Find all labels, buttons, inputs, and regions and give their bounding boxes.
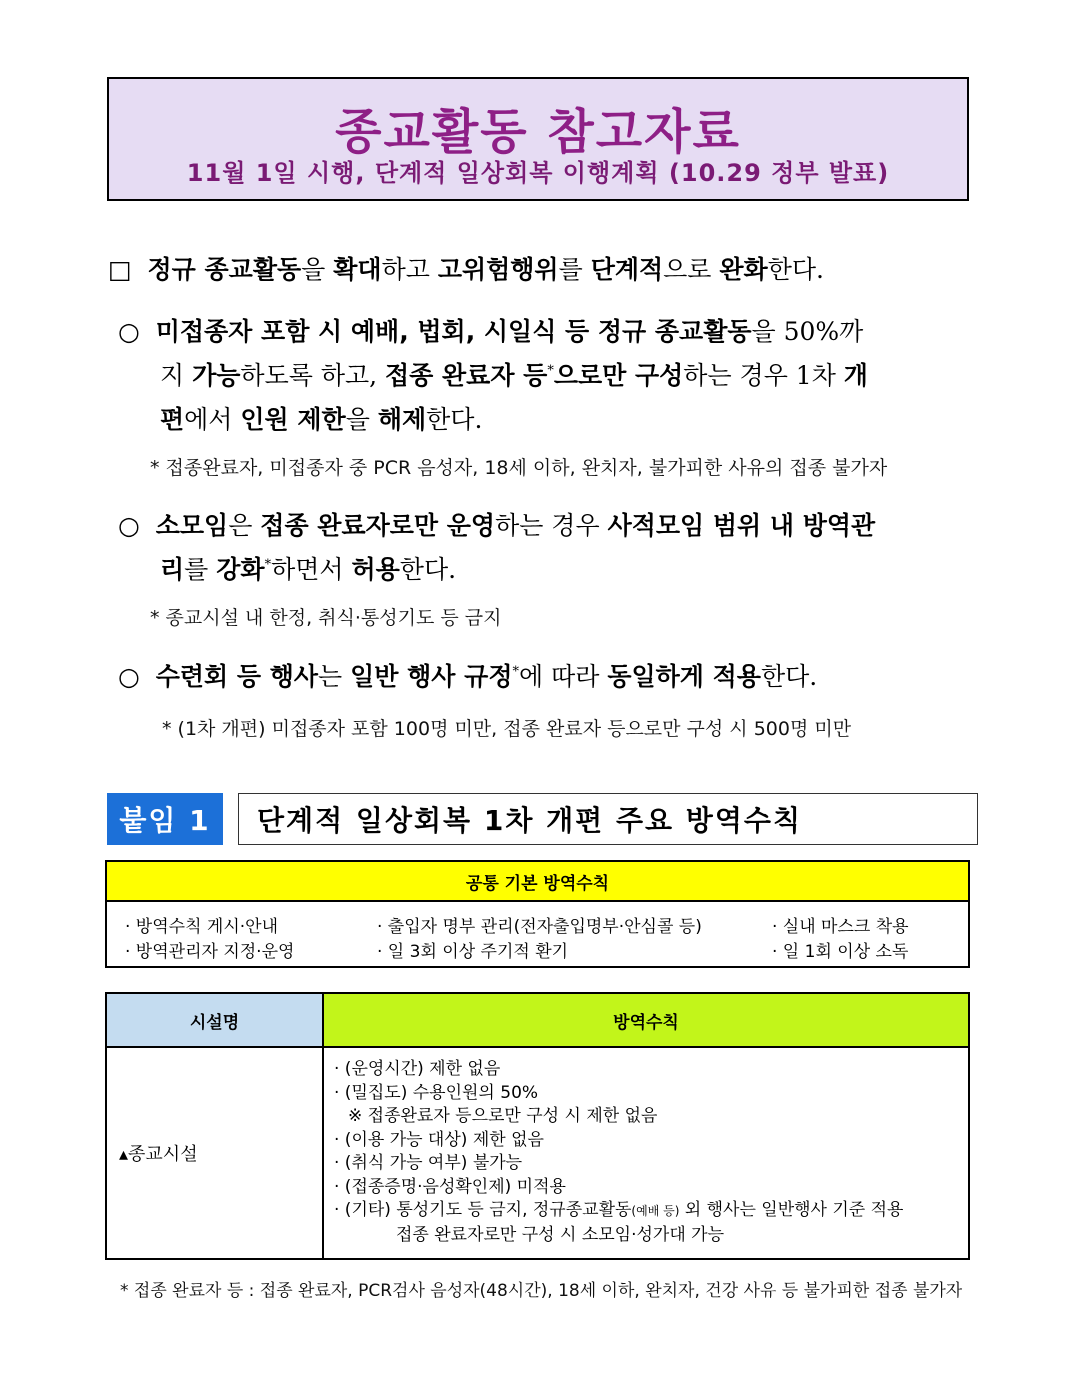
facility-rules-table bbox=[105, 992, 970, 1260]
common-rule-item: · 방역수칙 게시·안내 bbox=[125, 917, 278, 937]
page-subtitle: 11월 1일 시행, 단계적 일상회복 이행계획 (10.29 정부 발표) bbox=[186, 159, 890, 187]
circle-bullet-icon: ○ bbox=[118, 511, 140, 540]
item3-note: * (1차 개편) 미접종자 포함 100명 미만, 접종 완료자 등으로만 구성 시 500명 미만 bbox=[162, 718, 852, 740]
facility-name-header: 시설명 bbox=[107, 994, 324, 1048]
facility-rule: · (이용 가능 대상) 제한 없음 bbox=[334, 1129, 544, 1150]
title-box bbox=[107, 77, 969, 201]
facility-rule: 접종 완료자로만 구성 시 소모임·성가대 가능 bbox=[396, 1224, 725, 1245]
footnote: * 접종 완료자 등 : 접종 완료자, PCR검사 음성자(48시간), 18세 이하, 완치자, 건강 사유 등 불가피한 접종 불가자 bbox=[120, 1281, 963, 1301]
common-rule-item: · 실내 마스크 착용 bbox=[772, 917, 909, 937]
item1-line1: ○ 미접종자 포함 시 예배, 법회, 시일식 등 정규 종교활동을 50%까 bbox=[118, 317, 864, 346]
facility-rule: · (운영시간) 제한 없음 bbox=[334, 1059, 501, 1079]
facility-rule: · (접종증명·음성확인제) 미적용 bbox=[334, 1176, 566, 1197]
item1-line2: 지 가능하도록 하고, 접종 완료자 등*으로만 구성하는 경우 1차 개 bbox=[160, 361, 868, 390]
common-rule-item: · 일 1회 이상 소독 bbox=[772, 942, 909, 962]
item3-line1: ○ 수련회 등 행사는 일반 행사 규정*에 따라 동일하게 적용한다. bbox=[118, 662, 818, 691]
attachment-badge: 붙임 1 bbox=[107, 793, 223, 845]
common-rules-header: 공통 기본 방역수칙 bbox=[107, 862, 968, 902]
facility-rule: · (취식 가능 여부) 불가능 bbox=[334, 1153, 523, 1173]
item1-line3: 편에서 인원 제한을 해제한다. bbox=[160, 405, 483, 434]
facility-rules-header: 방역수칙 bbox=[324, 994, 968, 1048]
common-rule-item: · 방역관리자 지정·운영 bbox=[125, 942, 295, 962]
facility-rule: · (기타) 통성기도 등 금지, 정규종교활동(예배 등) 외 행사는 일반행사 기준 적용 bbox=[334, 1200, 904, 1220]
circle-bullet-icon: ○ bbox=[118, 317, 140, 346]
section-title: 단계적 일상회복 1차 개편 주요 방역수칙 bbox=[238, 793, 978, 845]
common-rule-item: · 출입자 명부 관리(전자출입명부·안심콜 등) bbox=[377, 917, 702, 937]
item2-note: * 종교시설 내 한정, 취식·통성기도 등 금지 bbox=[150, 607, 502, 629]
item1-note: * 접종완료자, 미접종자 중 PCR 음성자, 18세 이하, 완치자, 불가피한 사유의 접종 불가자 bbox=[150, 457, 888, 479]
facility-name: ▴종교시설 bbox=[107, 1048, 324, 1258]
item2-line1: ○ 소모임은 접종 완료자로만 운영하는 경우 사적모임 범위 내 방역관 bbox=[118, 511, 876, 540]
circle-bullet-icon: ○ bbox=[118, 662, 140, 691]
facility-rule: ※ 접종완료자 등으로만 구성 시 제한 없음 bbox=[348, 1106, 658, 1126]
common-rules-table bbox=[105, 860, 970, 968]
page-title: 종교활동 참고자료 bbox=[335, 104, 741, 160]
facility-rule: · (밀집도) 수용인원의 50% bbox=[334, 1082, 539, 1103]
intro-line: □ 정규 종교활동을 확대하고 고위험행위를 단계적으로 완화한다. bbox=[108, 255, 824, 284]
common-rules-body bbox=[107, 902, 968, 968]
square-bullet-icon: □ bbox=[108, 255, 132, 284]
item2-line2: 리를 강화*하면서 허용한다. bbox=[160, 555, 457, 584]
facility-rules-list bbox=[334, 1058, 903, 1247]
common-rule-item: · 일 3회 이상 주기적 환기 bbox=[377, 942, 569, 962]
